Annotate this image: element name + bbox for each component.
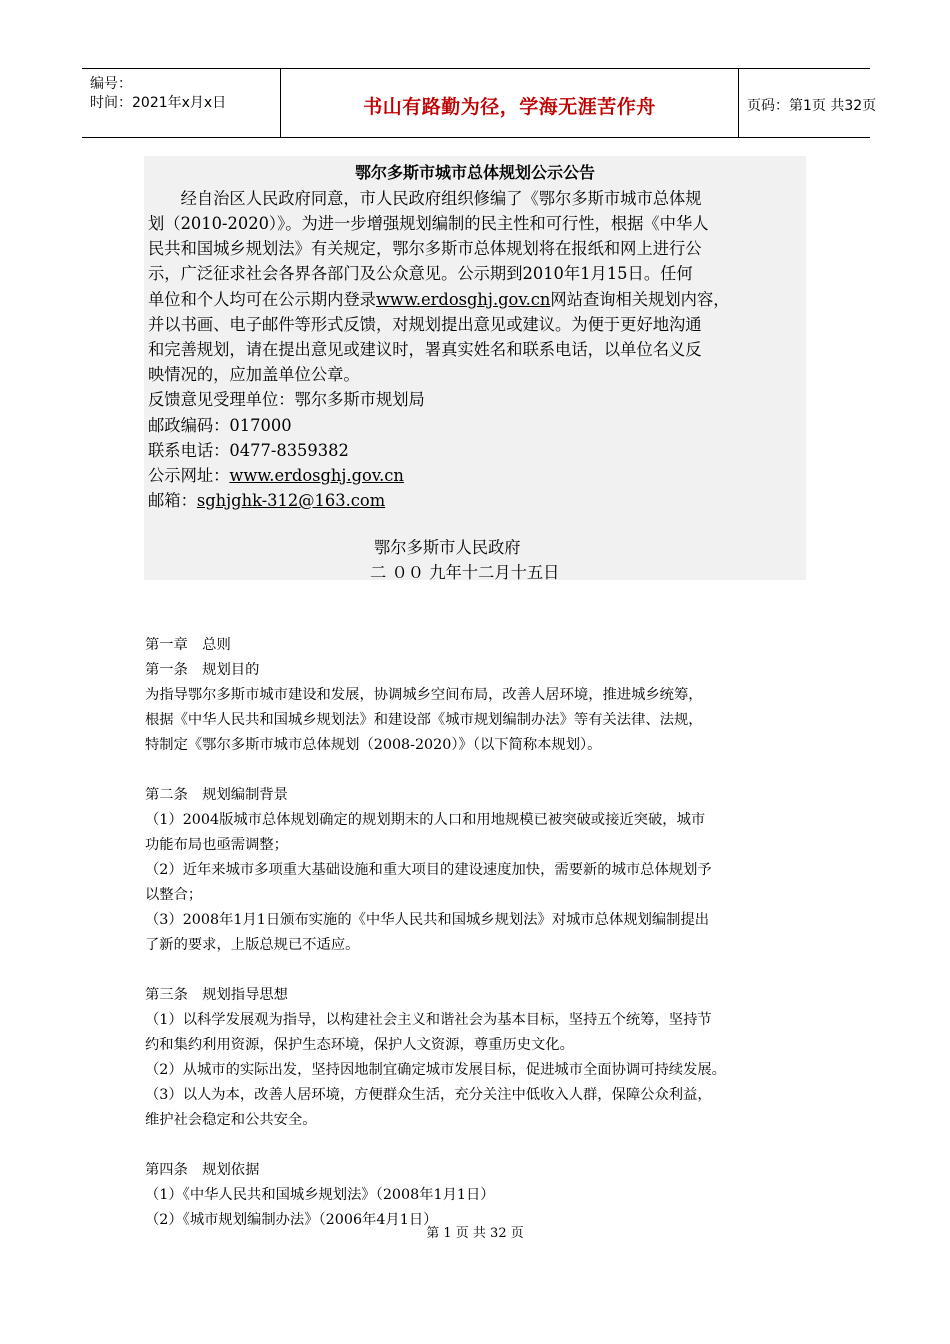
header-motto-cell bbox=[281, 69, 739, 137]
body-text-line: （2）近年来城市多项重大基础设施和重大项目的建设速度加快，需要新的城市总体规划予 bbox=[145, 862, 712, 878]
email-link[interactable]: sghjghk-312@163.com bbox=[196, 491, 386, 510]
body-text-line: （1）2004版城市总体规划确定的规划期末的人口和用地规模已被突破或接近突破，城市 bbox=[145, 812, 706, 828]
page-footer: 第 1 页 共 32 页 bbox=[426, 1226, 524, 1241]
header-motto: 书山有路勤为径，学海无涯苦作舟 bbox=[363, 96, 656, 118]
email-label: 邮箱： bbox=[148, 491, 197, 510]
notice-text: 单位和个人均可在公示期内登录 bbox=[148, 290, 376, 309]
article-heading: 第二条 规划编制背景 bbox=[145, 787, 288, 803]
feedback-unit: 反馈意见受理单位：鄂尔多斯市规划局 bbox=[148, 390, 425, 409]
body-text-line: （1）以科学发展观为指导，以构建社会主义和谐社会为基本目标，坚持五个统筹，坚持节 bbox=[145, 1012, 712, 1028]
article-heading: 第四条 规划依据 bbox=[145, 1162, 260, 1178]
notice-paragraph-line: 和完善规划，请在提出意见或建议时，署真实姓名和联系电话，以单位名义反 bbox=[148, 340, 702, 359]
website-line bbox=[148, 462, 404, 486]
header-page-cell bbox=[739, 69, 877, 137]
signature-organization: 鄂尔多斯市人民政府 bbox=[374, 538, 521, 557]
body-text-line: 特制定《鄂尔多斯市城市总体规划（2008-2020）》（以下简称本规划）。 bbox=[145, 737, 602, 753]
header-meta-cell bbox=[82, 69, 281, 137]
body-text-line: 功能布局也亟需调整； bbox=[145, 837, 288, 853]
public-notice-box bbox=[144, 156, 806, 580]
document-time-label: 时间：2021年x月x日 bbox=[90, 95, 227, 111]
notice-paragraph-line: 映情况的，应加盖单位公章。 bbox=[148, 365, 360, 384]
body-text-line: 维护社会稳定和公共安全。 bbox=[145, 1112, 317, 1128]
notice-title: 鄂尔多斯市城市总体规划公示公告 bbox=[354, 163, 595, 182]
postcode: 邮政编码：017000 bbox=[148, 416, 292, 435]
notice-paragraph-line: 并以书画、电子邮件等形式反馈，对规划提出意见或建议。为便于更好地沟通 bbox=[148, 315, 702, 334]
article-heading: 第一条 规划目的 bbox=[145, 662, 260, 678]
body-text-line: （3）2008年1月1日颁布实施的《中华人民共和国城乡规划法》对城市总体规划编制提出 bbox=[145, 912, 710, 928]
body-text-line: 根据《中华人民共和国城乡规划法》和建设部《城市规划编制办法》等有关法律、法规， bbox=[145, 712, 703, 728]
notice-paragraph-line: 划（2010-2020）》。为进一步增强规划编制的民主性和可行性，根据《中华人 bbox=[148, 214, 709, 233]
notice-paragraph-line: 示，广泛征求社会各界各部门及公众意见。公示期到2010年1月15日。任何 bbox=[148, 264, 693, 283]
article-heading: 第三条 规划指导思想 bbox=[145, 987, 288, 1003]
body-text-line: （3）以人为本，改善人居环境，方便群众生活，充分关注中低收入人群，保障公众利益， bbox=[145, 1087, 712, 1103]
body-text-line: （2）从城市的实际出发，坚持因地制宜确定城市发展目标，促进城市全面协调可持续发展。 bbox=[145, 1062, 726, 1078]
notice-paragraph-line: 经自治区人民政府同意，市人民政府组织修编了《鄂尔多斯市城市总体规 bbox=[148, 189, 702, 208]
body-text-line: 以整合； bbox=[145, 887, 203, 903]
website-label: 公示网址： bbox=[148, 466, 230, 485]
notice-paragraph-line bbox=[148, 286, 730, 310]
email-line bbox=[148, 487, 385, 511]
document-number-label: 编号： bbox=[90, 76, 132, 92]
body-text-line: 了新的要求，上版总规已不适应。 bbox=[145, 937, 360, 953]
notice-website-link[interactable]: www.erdosghj.gov.cn bbox=[375, 290, 551, 309]
document-header bbox=[82, 68, 877, 138]
website-link[interactable]: www.erdosghj.gov.cn bbox=[229, 466, 404, 485]
body-text-line: 约和集约利用资源，保护生态环境，保护人文资源，尊重历史文化。 bbox=[145, 1037, 574, 1053]
chapter-heading: 第一章 总则 bbox=[145, 637, 231, 653]
body-text-line: （1）《中华人民共和国城乡规划法》（2008年1月1日） bbox=[145, 1187, 495, 1203]
notice-text: 网站查询相关规划内容， bbox=[550, 290, 730, 309]
body-text-line: （2）《城市规划编制办法》（2006年4月1日） bbox=[145, 1212, 438, 1228]
header-page-label: 页码：第1页 共32页 bbox=[747, 98, 877, 114]
signature-date: 二 ００ 九年十二月十五日 bbox=[370, 563, 560, 582]
notice-paragraph-line: 民共和国城乡规划法》有关规定，鄂尔多斯市总体规划将在报纸和网上进行公 bbox=[148, 239, 702, 258]
contact-phone: 联系电话：0477-8359382 bbox=[148, 441, 349, 460]
body-text-line: 为指导鄂尔多斯市城市建设和发展，协调城乡空间布局，改善人居环境，推进城乡统筹， bbox=[145, 687, 703, 703]
